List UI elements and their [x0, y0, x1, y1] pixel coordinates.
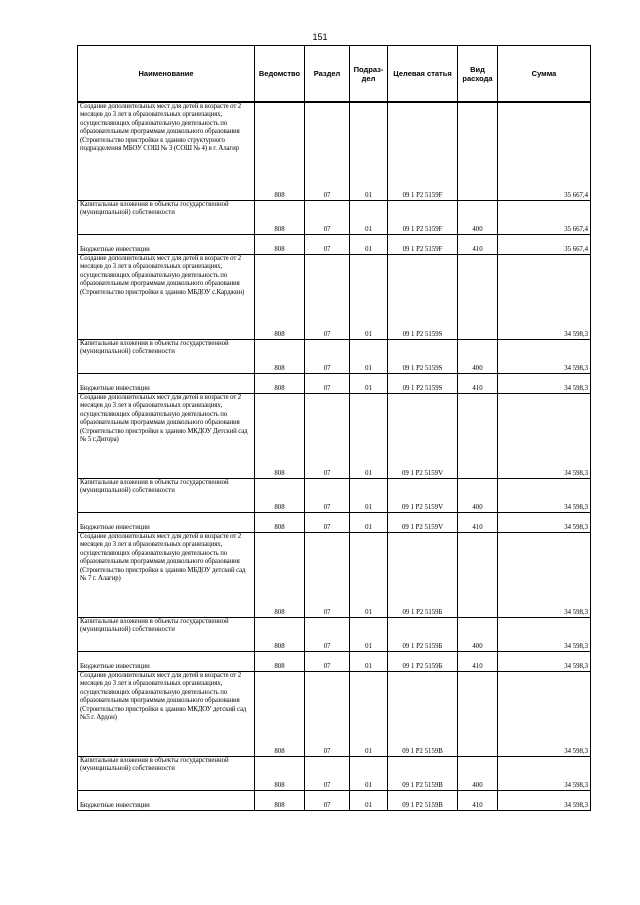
- table-row: [78, 757, 591, 791]
- cell-expense-type: 400: [458, 201, 498, 235]
- cell-subsection: 01: [350, 672, 388, 757]
- header-expense-type: Вид расхода: [458, 46, 498, 103]
- cell-subsection: 01: [350, 618, 388, 652]
- cell-name: Капитальные вложения в объекты государственной (муниципальной) собственности: [78, 618, 255, 652]
- table-row: [78, 235, 591, 255]
- cell-target: 09 1 P2 5159В: [388, 791, 458, 811]
- header-department: Ведомство: [255, 46, 305, 103]
- table-row: [78, 479, 591, 513]
- table-row: [78, 102, 591, 201]
- cell-section: 07: [305, 652, 350, 672]
- table-row: [78, 618, 591, 652]
- cell-target: 09 1 P2 5159Б: [388, 652, 458, 672]
- cell-target: 09 1 P2 5159F: [388, 235, 458, 255]
- cell-section: 07: [305, 672, 350, 757]
- cell-department: 808: [255, 102, 305, 201]
- cell-department: 808: [255, 394, 305, 479]
- cell-expense-type: [458, 533, 498, 618]
- cell-name: Капитальные вложения в объекты государственной (муниципальной) собственности: [78, 201, 255, 235]
- cell-expense-type: 400: [458, 618, 498, 652]
- cell-name: Создание дополнительных мест для детей в возрасте от 2 месяцев до 3 лет в образовательных организациях, осуществляющих образовательную деятельность по образовательным программам дошкольного образования (Строительство пристройки к зданию МКДОУ детский сад №5 г. Ардон): [78, 672, 255, 757]
- cell-expense-type: 400: [458, 757, 498, 791]
- cell-section: 07: [305, 479, 350, 513]
- cell-section: 07: [305, 791, 350, 811]
- cell-amount: 34 598,3: [498, 479, 591, 513]
- cell-target: 09 1 P2 5159В: [388, 757, 458, 791]
- cell-amount: 35 667,4: [498, 235, 591, 255]
- cell-amount: 34 598,3: [498, 757, 591, 791]
- cell-subsection: 01: [350, 757, 388, 791]
- cell-subsection: 01: [350, 340, 388, 374]
- cell-section: 07: [305, 235, 350, 255]
- cell-expense-type: [458, 672, 498, 757]
- cell-section: 07: [305, 340, 350, 374]
- table-header-row: [78, 46, 591, 103]
- cell-name: Капитальные вложения в объекты государственной (муниципальной) собственности: [78, 479, 255, 513]
- table-row: [78, 394, 591, 479]
- header-subsection: Подраз- дел: [350, 46, 388, 103]
- cell-department: 808: [255, 652, 305, 672]
- table-row: [78, 340, 591, 374]
- header-section: Раздел: [305, 46, 350, 103]
- cell-department: 808: [255, 235, 305, 255]
- cell-amount: 35 667,4: [498, 102, 591, 201]
- header-target: Целевая статья: [388, 46, 458, 103]
- cell-expense-type: [458, 394, 498, 479]
- cell-subsection: 01: [350, 394, 388, 479]
- cell-subsection: 01: [350, 255, 388, 340]
- cell-section: 07: [305, 102, 350, 201]
- cell-target: 09 1 P2 5159F: [388, 102, 458, 201]
- header-name: Наименование: [78, 46, 255, 103]
- cell-subsection: 01: [350, 791, 388, 811]
- table-row: [78, 255, 591, 340]
- cell-section: 07: [305, 618, 350, 652]
- cell-department: 808: [255, 791, 305, 811]
- table-row: [78, 652, 591, 672]
- cell-amount: 34 598,3: [498, 533, 591, 618]
- cell-section: 07: [305, 757, 350, 791]
- cell-name: Бюджетные инвестиции: [78, 652, 255, 672]
- cell-subsection: 01: [350, 374, 388, 394]
- cell-name: Создание дополнительных мест для детей в возрасте от 2 месяцев до 3 лет в образовательных организациях, осуществляющих образовательную деятельность по образовательным программам дошкольного образования (Строительство пристройки к зданию МКДОУ Детский сад № 5 г.Дигора): [78, 394, 255, 479]
- cell-target: 09 1 P2 5159V: [388, 513, 458, 533]
- cell-expense-type: [458, 102, 498, 201]
- cell-name: Создание дополнительных мест для детей в возрасте от 2 месяцев до 3 лет в образовательных организациях, осуществляющих образовательную деятельность по образовательным программам дошкольного образования (Строительство пристройки к зданию МБДОУ детский сад № 7 г. Алагир): [78, 533, 255, 618]
- cell-section: 07: [305, 533, 350, 618]
- cell-department: 808: [255, 255, 305, 340]
- cell-name: Создание дополнительных мест для детей в возрасте от 2 месяцев до 3 лет в образовательных организациях, осуществляющих образовательную деятельность по образовательным программам дошкольного образования (Строительство пристройки к зданию МБДОУ с.Карджин): [78, 255, 255, 340]
- cell-target: 09 1 P2 5159F: [388, 201, 458, 235]
- table-row: [78, 513, 591, 533]
- cell-amount: 34 598,3: [498, 618, 591, 652]
- cell-target: 09 1 P2 5159В: [388, 672, 458, 757]
- cell-department: 808: [255, 479, 305, 513]
- cell-name: Создание дополнительных мест для детей в возрасте от 2 месяцев до 3 лет в образовательных организациях, осуществляющих образовательную деятельность по образовательным программам дошкольного образования (Строительство пристройки к зданию структурного подразделения МБОУ СОШ № 3 (СОШ № 4) в г. Алагир: [78, 102, 255, 201]
- cell-subsection: 01: [350, 235, 388, 255]
- table-row: [78, 201, 591, 235]
- table-row: [78, 672, 591, 757]
- cell-amount: 34 598,3: [498, 672, 591, 757]
- cell-expense-type: 410: [458, 791, 498, 811]
- cell-section: 07: [305, 255, 350, 340]
- cell-amount: 34 598,3: [498, 652, 591, 672]
- cell-name: Бюджетные инвестиции: [78, 513, 255, 533]
- cell-section: 07: [305, 513, 350, 533]
- cell-target: 09 1 P2 5159V: [388, 479, 458, 513]
- cell-expense-type: 410: [458, 513, 498, 533]
- cell-subsection: 01: [350, 652, 388, 672]
- cell-department: 808: [255, 201, 305, 235]
- cell-section: 07: [305, 201, 350, 235]
- cell-amount: 34 598,3: [498, 255, 591, 340]
- cell-subsection: 01: [350, 479, 388, 513]
- cell-name: Бюджетные инвестиции: [78, 374, 255, 394]
- cell-expense-type: 410: [458, 652, 498, 672]
- cell-subsection: 01: [350, 102, 388, 201]
- cell-name: Бюджетные инвестиции: [78, 235, 255, 255]
- table-row: [78, 791, 591, 811]
- header-amount: Сумма: [498, 46, 591, 103]
- cell-expense-type: 400: [458, 479, 498, 513]
- table-row: [78, 533, 591, 618]
- cell-target: 09 1 P2 5159S: [388, 374, 458, 394]
- page-number: 151: [312, 32, 328, 42]
- table-body: [78, 102, 591, 811]
- cell-amount: 34 598,3: [498, 791, 591, 811]
- cell-amount: 35 667,4: [498, 201, 591, 235]
- cell-expense-type: [458, 255, 498, 340]
- cell-department: 808: [255, 513, 305, 533]
- cell-amount: 34 598,3: [498, 374, 591, 394]
- cell-target: 09 1 P2 5159Б: [388, 618, 458, 652]
- cell-subsection: 01: [350, 513, 388, 533]
- cell-expense-type: 400: [458, 340, 498, 374]
- cell-target: 09 1 P2 5159S: [388, 340, 458, 374]
- cell-department: 808: [255, 340, 305, 374]
- cell-amount: 34 598,3: [498, 340, 591, 374]
- cell-section: 07: [305, 374, 350, 394]
- cell-expense-type: 410: [458, 374, 498, 394]
- cell-amount: 34 598,3: [498, 513, 591, 533]
- cell-expense-type: 410: [458, 235, 498, 255]
- cell-department: 808: [255, 533, 305, 618]
- cell-target: 09 1 P2 5159S: [388, 255, 458, 340]
- cell-amount: 34 598,3: [498, 394, 591, 479]
- table-row: [78, 374, 591, 394]
- cell-subsection: 01: [350, 201, 388, 235]
- cell-department: 808: [255, 757, 305, 791]
- cell-department: 808: [255, 618, 305, 652]
- cell-name: Капитальные вложения в объекты государственной (муниципальной) собственности: [78, 340, 255, 374]
- cell-target: 09 1 P2 5159V: [388, 394, 458, 479]
- cell-section: 07: [305, 394, 350, 479]
- cell-target: 09 1 P2 5159Б: [388, 533, 458, 618]
- cell-name: Капитальные вложения в объекты государственной (муниципальной) собственности: [78, 757, 255, 791]
- cell-department: 808: [255, 672, 305, 757]
- budget-table: [77, 45, 591, 811]
- cell-name: Бюджетные инвестиции: [78, 791, 255, 811]
- cell-department: 808: [255, 374, 305, 394]
- cell-subsection: 01: [350, 533, 388, 618]
